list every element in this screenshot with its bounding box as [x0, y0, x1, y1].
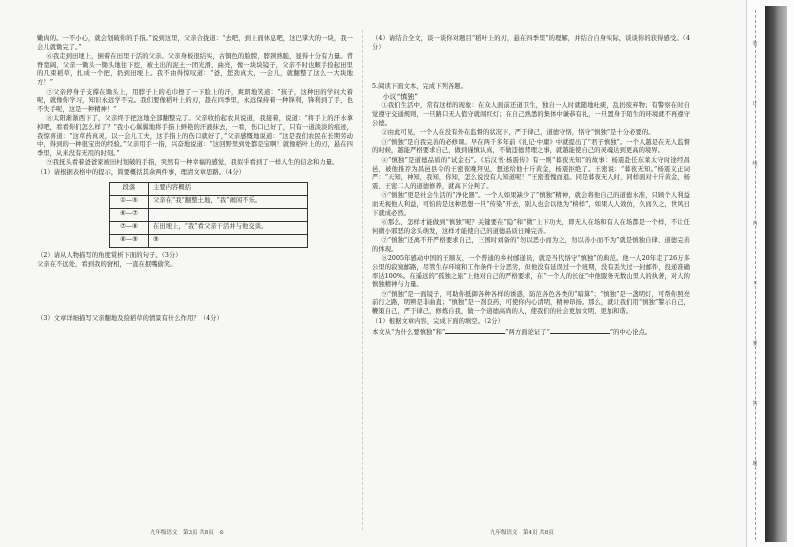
table-cell: ⑦—⑧ — [110, 221, 149, 234]
table-header-cell: 段落 — [110, 182, 149, 195]
passage-paragraph: ⑥我走到田埂上，倒着在田里干活的父亲。父亲身板很结实，古铜色的脸膛，脖颈熟脆，显得十分有力量。背脊宽阔，父亲一锄头一锄头地往下挖，被土出的泥土一团光滑，曲亮，像一块块镜子，父亲不时也顺手捡起田里的几束稻草，扎成一个把，扔到田埂上。我不由得惊叹道：“爸，您劲真大，一会儿，就翻整了这么一大块地方！” — [37, 53, 353, 86]
table-row — [110, 195, 308, 208]
binding-label: 答 — [752, 401, 758, 407]
table-cell: ⑥—⑦ — [110, 208, 149, 221]
question-1: （1）请根据表格中的提示，简要概括其余两件事，理清文章思路。（4分） — [37, 168, 246, 176]
table-cell: ①—⑤ — [110, 195, 149, 208]
essay-paragraph: ⑦“慎独”还离不开严格要求自己，三国时刘备的“勿以恶小而为之，勿以善小而不为”就是慎独自律、道德完善的体现。 — [372, 237, 690, 253]
fill-blank-line — [372, 327, 690, 338]
answer-space[interactable] — [372, 53, 690, 83]
question-2-quote: 父亲在不远处，看到我的窘相，一直在抿嘴偷笑。 — [37, 261, 177, 269]
answer-cell[interactable] — [149, 208, 308, 221]
fill-blank[interactable] — [550, 327, 610, 334]
binding-label: 题 — [752, 461, 758, 467]
section-heading: 5.阅读下面文本，完成下列各题。 — [372, 83, 467, 91]
fill-text: ”的中心论点。 — [609, 329, 652, 337]
binding-strip — [746, 0, 794, 547]
column-divider — [362, 30, 363, 530]
table-cell: 在田埂上，“我”看父亲干活并与他交谈。 — [149, 221, 308, 234]
essay-paragraph: ⑨“慎独”是一面镜子，可助你抵御各种各样的诱惑，防范各色各类的“暗算”；“慎独”是一盏明灯，可帮你照亮前行之路，明辨是非曲直；“慎独”是一剂良药，可使你内心清明，精神昂扬。那么，就让我们用“慎独”警示自己，鞭策自己，严于律己，修炼自我，做一个道德高尚的人，使我们的社会更加文明，更加和谐。 — [372, 290, 690, 316]
binding-label: 内 — [752, 221, 758, 227]
binding-label: 装 — [752, 41, 758, 47]
essay-paragraph: ⑧2005年感动中国的王顺友，一个普通的乡村邮递员，就是当代恪守“慎独”的典范。他一人20年走了26万多公里的寂寞邮路，尽管生存环境和工作条件十分恶劣，但他没有延误过一个班期，没有丢失过一封邮件，投递准确率达100%。在遥远的“孤独之旅”上他对自己的严格要求，在“一个人的长征”中他服务无数山里人的执著，对人的慎独精神与力量。 — [372, 255, 690, 289]
table-row — [110, 221, 308, 234]
table-row — [110, 234, 308, 247]
table-header-row — [110, 182, 308, 195]
binding-label: 订 — [752, 101, 758, 107]
passage-paragraph: ⑦父亲停身子支撑在锄头上，用脖子上的毛巾擦了一下脸上的汗，爽朗地笑道：“孩子，这种田的学问大着呢，就像你学习，知识永远学不完。我们要像稻叶上的刃，趁在四季里，永远保持着一种锋利，锋利到了手，也不失手呢，这是一种精神！” — [37, 88, 353, 113]
passage-paragraph: 嫩肉的。一不小心，就会划破你的手指。”说到这里，父亲合拢道：“去吧，到上面休息吧，这巴掌大的一块，我一会儿就锄完了。” — [37, 35, 353, 51]
essay-paragraph: ⑤“慎独”更是社会生活的“净化器”。一个人如果缺少了“慎独”精神，就会将他自己的道德水准，只顾个人利益而无视他人利益，可怕的是这种思想一旦“传染”开去，别人也会以他为“榜样”，如果人人效仿，久而久之，世风日下就成必然。 — [372, 192, 690, 217]
answer-cell[interactable]: ⑨ — [149, 234, 308, 247]
left-column — [37, 35, 353, 324]
binding-label: 要 — [752, 341, 758, 347]
binding-label: 不 — [752, 281, 758, 287]
essay-paragraph: ②由此可见，一个人在没有外在监督的状况下，严于律己，道德守恪，恪守“慎独”是十分必要的。 — [381, 129, 655, 137]
fill-text: ”两方面论证了“ — [505, 329, 550, 337]
answer-space[interactable] — [37, 271, 353, 315]
header-band — [765, 6, 787, 542]
passage-paragraph: ⑧太阳渐渐西下了，父亲终于把这地全部翻整完了。父亲收拾起农具说道，我接着，说道：“将手上的汗水拿掉吧，看看你们怎么样了？”我小心翼翼地将手指上鲜艳的汗液抹去，一看，伤口已好了，只有一道淡淡的痕迹，我惊喜道：“这草药真灵，以一会儿工夫，这手指上的伤口就好了，”父亲感慨地说道：“这是我们农民在长期劳动中，得到的一种很宝贵的经验。”父亲用手一指，兴奋地说道：“这回野里到处都是宝啊！就像稻叶上的刃，悬在四季里，从来没有无用的时刻。” — [37, 115, 353, 157]
essay-question-1: （1）根据文章内容，完成下面的填空。（2分） — [372, 317, 504, 325]
essay-paragraph: ④“慎独”是道德品质的“试金石”。《后汉书·杨震传》有一则“暮夜无知”的故事：杨震赴任东莱太守时途经昌邑，被他推荐为昌邑县令的王密夜晚拜见，想送给他十斤黄金，杨震拒绝了。王密说：“暮夜无知。”杨震义正词严：“天知，神知，我知，你知，怎么说没有人知道呢！”王密羞愧而退。同是暮夜无人时，同样面对十斤黄金，杨震、王密二人的道德修养，就高下分判了。 — [372, 156, 690, 190]
essay-paragraph: ③“慎独”是自我完善的必修课。早在两千多年前《礼记·中庸》中就提出了“君子慎独”。一个人越是在无人监督的时候，越能严格要求自己，做到谨慎认真，不做违德背理之事，就越能使自己的灵魂达到更高的境界。 — [372, 138, 690, 155]
essay-paragraph: ⑥那么，怎样才能做到“慎独”呢？关键要在“隐”和“微”上下功夫，即无人在场和有人在场都是一个样，不让任何微小邪恶的念头萌发，这样才能使自己的道德品质日臻完善。 — [372, 219, 690, 235]
right-column — [372, 35, 690, 339]
table-row — [110, 208, 308, 221]
page-footer-left: 九年级语文 第3页 共8页 ⊙ — [150, 530, 224, 536]
essay-title: 小议“慎独” — [382, 92, 418, 101]
outline-table — [109, 182, 308, 248]
table-cell: ⑧—⑨ — [110, 234, 149, 247]
page-footer-right: 九年级语文 第4页 共8页 — [490, 530, 554, 536]
fill-text: 本文从“为什么要慎独”和“ — [372, 329, 446, 337]
question-2: （2）请从人物描写的角度赏析下面的句子。（3分） — [37, 251, 182, 259]
table-header-cell: 主要内容概括 — [149, 182, 308, 195]
fill-blank[interactable] — [445, 327, 505, 334]
binding-label: 线 — [752, 161, 758, 167]
question-4: （4）请结合全文，谈一谈你对题目“稻叶上的刃，悬在四季里”的理解，并结合自身实际，谈谈你的获得感受。（4分） — [372, 35, 690, 51]
table-cell: 父亲在“我”翻整土地，“我”闹闲不乐。 — [149, 195, 308, 208]
question-3: （3）文章详细描写父亲翻地及捡稻草的情景有什么作用？（4分） — [37, 314, 223, 322]
essay-paragraph: ①我们生活中，常有这样的现象：在众人面前还道卫生，独自一人时就随地吐痰，乱扔废弃物；有警察在时自觉遵守交通规则，一旦路口无人值守就闯红灯；在自己熟悉的集体中谦恭有礼，一旦置身于陌生的环境就不再遵守公德。 — [372, 102, 690, 127]
passage-paragraph: ⑨我抚头看着爸爸家被田村划破的手指，突然有一种幸福的感觉，我似乎看到了一样人生的信念和力量。 — [46, 159, 339, 167]
